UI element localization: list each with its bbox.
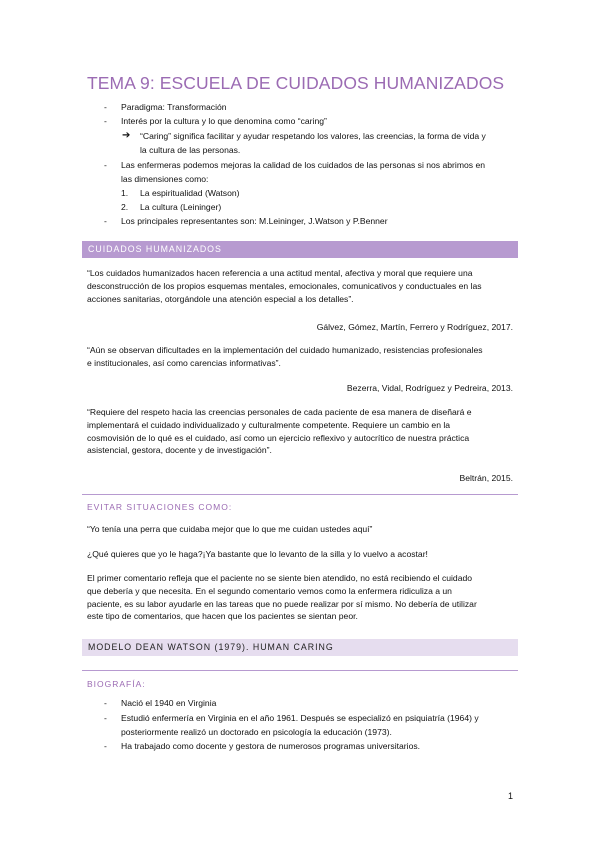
section-heading-cuidados: CUIDADOS HUMANIZADOS — [88, 244, 222, 254]
section-heading-band — [82, 639, 518, 656]
quote-line: “Aún se observan dificultades en la implementación del cuidado humanizado, resistencias profesionales — [87, 345, 483, 355]
quote-line: “Los cuidados humanizados hacen referencia a una actitud mental, afectiva y moral que requiere una — [87, 268, 473, 278]
bullet-estudio-line2: posteriormente realizó un doctorado en psicología la educación (1973). — [121, 727, 392, 737]
paragraph-line: paciente, es su labor ayudarle en las tareas que no puede realizar por sí mismo. No debería de utilizar — [87, 598, 477, 609]
bullet-nacio: Nació el 1940 en Virginia — [121, 698, 217, 708]
citation-bezerra: Bezerra, Vidal, Rodríguez y Pedreira, 2013. — [346, 383, 513, 393]
quote-line: desconstrucción de los propios esquemas mentales, emocionales, comunicativos y conductuales en las — [87, 280, 482, 291]
section-heading-biografia: BIOGRAFÍA: — [87, 679, 146, 689]
bullet-enfermeras-line1: Las enfermeras podemos mejoras la calidad de los cuidados de las personas si nos abrimos en — [121, 160, 486, 170]
section-heading-band — [82, 241, 518, 258]
quote-line: e institucionales, así como carencias informativas”. — [87, 357, 281, 368]
bullet-interes: Interés por la cultura y lo que denomina como “caring” — [121, 116, 327, 126]
bullet-dash: - — [104, 216, 107, 226]
section-heading-watson: MODELO DEAN WATSON (1979). HUMAN CARING — [88, 642, 334, 652]
bullet-enfermeras-line2: las dimensiones como: — [121, 174, 209, 184]
quote-line: “Requiere del respeto hacia las creencias personales de cada paciente de esa manera de diseñará e — [87, 407, 472, 417]
page-title: TEMA 9: ESCUELA DE CUIDADOS HUMANIZADOS — [87, 73, 505, 93]
paragraph-line: El primer comentario refleja que el paciente no se siente bien atendido, no está recibiendo el cuidado — [87, 573, 473, 583]
numbered-item-espiritualidad: La espiritualidad (Watson) — [140, 188, 240, 198]
paragraph-line: que debería y que necesita. En el segundo comentario vemos como la enfermera ridiculiza a un — [87, 585, 452, 596]
bullet-paradigma: Paradigma: Transformación — [121, 102, 227, 112]
sub-bullet-caring-line2: la cultura de las personas. — [140, 145, 241, 155]
citation-galvez: Gálvez, Gómez, Martín, Ferrero y Rodríguez, 2017. — [316, 322, 513, 332]
numbered-marker: 1. — [121, 188, 129, 198]
sub-bullet-caring-line1: “Caring” significa facilitar y ayudar respetando los valores, las creencias, la forma de vida y — [140, 131, 486, 141]
arrow-icon: ➔ — [122, 130, 131, 141]
citation-beltran: Beltrán, 2015. — [459, 473, 513, 483]
page-number: 1 — [507, 791, 513, 801]
bullet-dash: - — [104, 713, 107, 723]
bullet-dash: - — [104, 160, 107, 170]
quote-line: implementará el cuidado individualizado y culturalmente competente. Requiere un cambio en la — [87, 419, 451, 430]
bullet-estudio-line1: Estudió enfermería en Virginia en el año 1961. Después se especializó en psiquiatría (1964) y — [121, 713, 479, 723]
example-quote-perra: “Yo tenía una perra que cuidaba mejor que lo que me cuidan ustedes aquí” — [87, 524, 373, 534]
section-heading-evitar: EVITAR SITUACIONES COMO: — [87, 502, 233, 512]
quote-line: acciones sanitarias, otorgándole una atención especial a los detalles”. — [87, 293, 354, 304]
section-divider — [82, 670, 518, 671]
bullet-dash: - — [104, 116, 107, 126]
bullet-dash: - — [104, 102, 107, 112]
numbered-marker: 2. — [121, 202, 129, 212]
bullet-dash: - — [104, 698, 107, 708]
paragraph-line: este tipo de comentarios, que hacen que los pacientes se sientan peor. — [87, 611, 358, 622]
bullet-docente: Ha trabajado como docente y gestora de numerosos programas universitarios. — [121, 741, 421, 751]
quote-bezerra — [87, 344, 517, 370]
quote-galvez — [87, 267, 517, 305]
quote-line: asistencial, gestora, docente y de investigación”. — [87, 445, 272, 456]
section-divider — [82, 494, 518, 495]
quote-line: cosmovisión de lo qué es el cuidado, así como un ejercicio reflexivo y autocrítico de nuestra práctica — [87, 432, 470, 443]
bullet-representantes: Los principales representantes son: M.Leininger, J.Watson y P.Benner — [121, 216, 388, 226]
bullet-dash: - — [104, 741, 107, 751]
quote-beltran — [87, 406, 517, 457]
example-quote-silla: ¿Qué quieres que yo le haga?¡Ya bastante que lo levanto de la silla y lo vuelvo a acostar! — [87, 549, 428, 559]
numbered-item-cultura: La cultura (Leininger) — [140, 202, 222, 212]
paragraph-comentarios — [87, 572, 517, 623]
